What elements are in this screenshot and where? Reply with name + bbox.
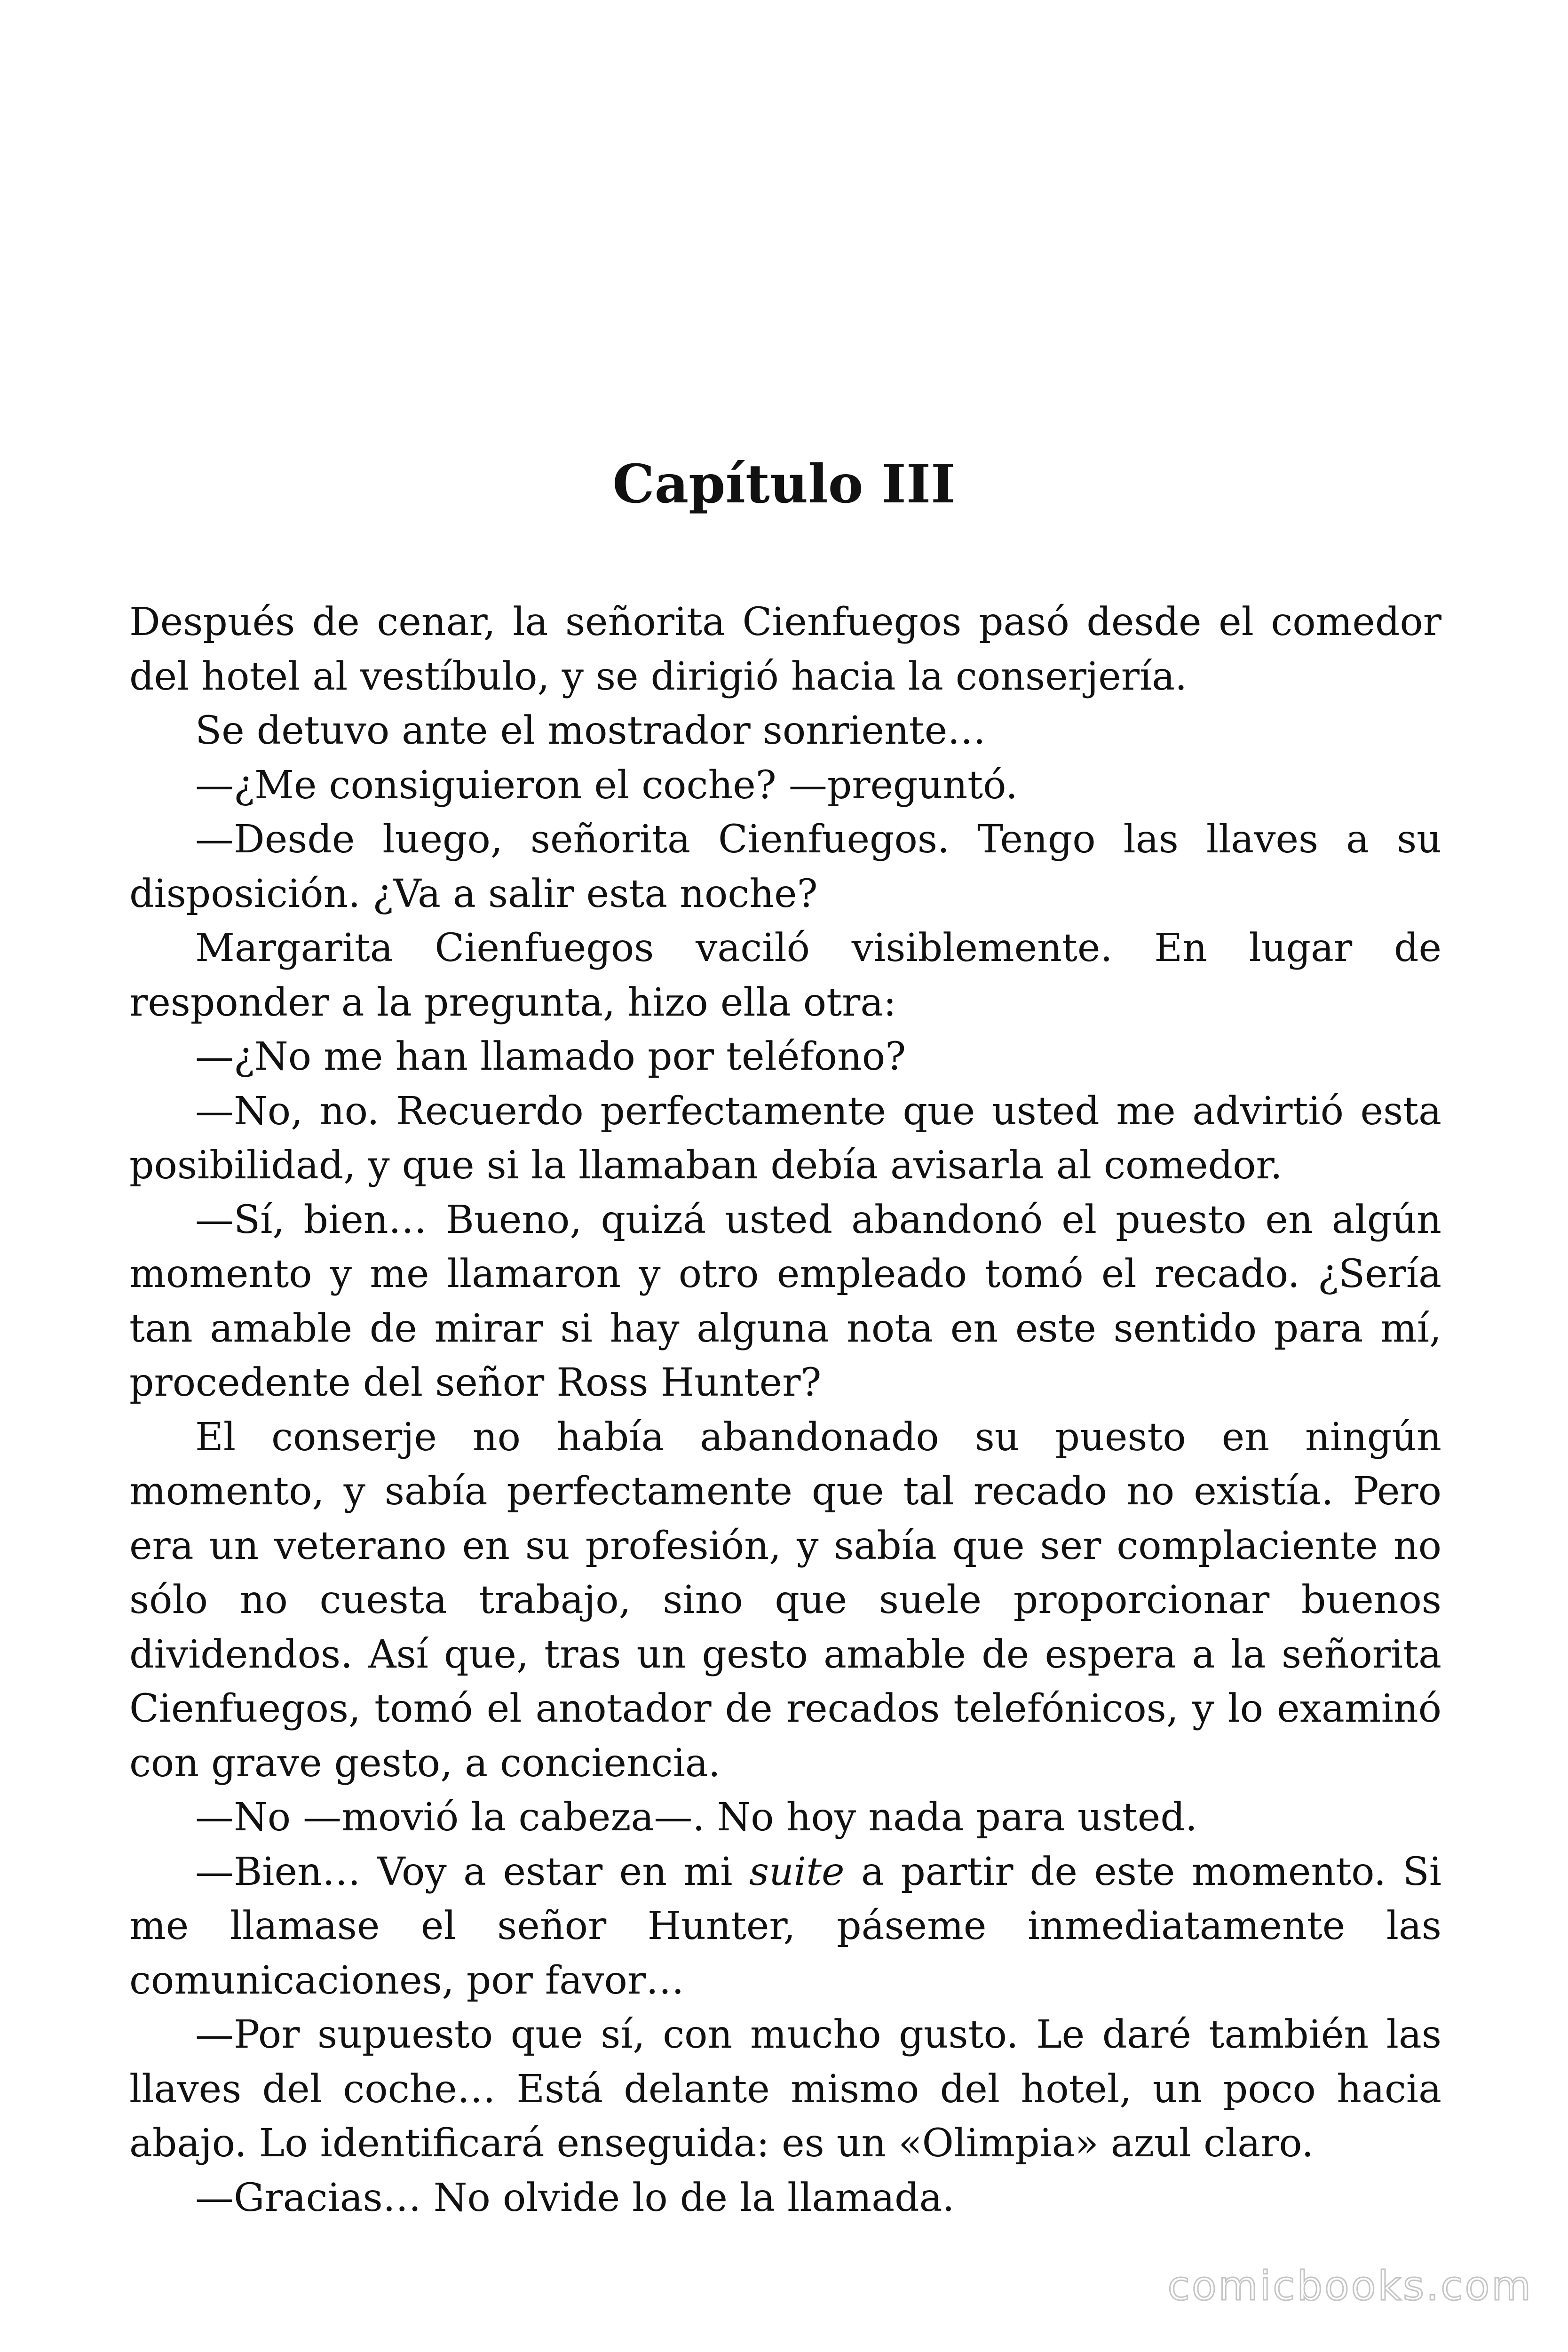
paragraph-suite (129, 1845, 1441, 2008)
paragraph: Después de cenar, la señorita Cienfuegos pasó desde el comedor del hotel al vestíbulo, y se dirigió hacia la conserjería. (129, 600, 1441, 699)
italic-word: suite (749, 1849, 845, 1894)
chapter-body (129, 595, 1441, 2225)
paragraph: Margarita Cienfuegos vaciló visiblemente. En lugar de responder a la pregunta, hizo ella otra: (129, 926, 1441, 1025)
paragraph: El conserje no había abandonado su puesto en ningún momento, y sabía perfectamente que tal recado no existía. Pero era un veterano en su profesión, y sabía que ser complaciente no sólo no cuesta trabajo, sino que suele proporcionar buenos dividendos. Así que, tras un gesto amable de espera a la señorita Cienfuegos, tomó el anotador de recados telefónicos, y lo examinó con grave gesto, a conciencia. (129, 1414, 1441, 1786)
paragraph: —¿No me han llamado por teléfono? (195, 1034, 906, 1079)
paragraph: —Sí, bien… Bueno, quizá usted abandonó el puesto en algún momento y me llamaron y otro empleado tomó el recado. ¿Sería tan amable de mirar si hay alguna nota en este sentido para mí, procedente del señor Ross Hunter? (129, 1197, 1441, 1405)
chapter-title: Capítulo III (612, 453, 956, 515)
paragraph-text: —Bien… Voy a estar en mi (195, 1849, 749, 1894)
paragraph: —Desde luego, señorita Cienfuegos. Tengo las llaves a su disposición. ¿Va a salir esta noche? (129, 817, 1441, 916)
paragraph: —Por supuesto que sí, con mucho gusto. Le daré también las llaves del coche… Está delante mismo del hotel, un poco hacia abajo. Lo identificará enseguida: es un «Olimpia» azul claro. (129, 2012, 1441, 2166)
paragraph: —No —movió la cabeza—. No hoy nada para usted. (195, 1795, 1197, 1840)
paragraph: —¿Me consiguieron el coche? —preguntó. (195, 763, 1018, 808)
paragraph-text: a partir de este momento. Si me llamase el señor Hunter, páseme inmediatamente las comunicaciones, por favor… (129, 1849, 1441, 2003)
watermark: comicbooks.com (1167, 2263, 1533, 2310)
paragraph: —Gracias… No olvide lo de la llamada. (195, 2175, 955, 2220)
paragraph: —No, no. Recuerdo perfectamente que usted me advirtió esta posibilidad, y que si la llamaban debía avisarla al comedor. (129, 1089, 1441, 1188)
paragraph: Se detuvo ante el mostrador sonriente… (195, 708, 986, 753)
